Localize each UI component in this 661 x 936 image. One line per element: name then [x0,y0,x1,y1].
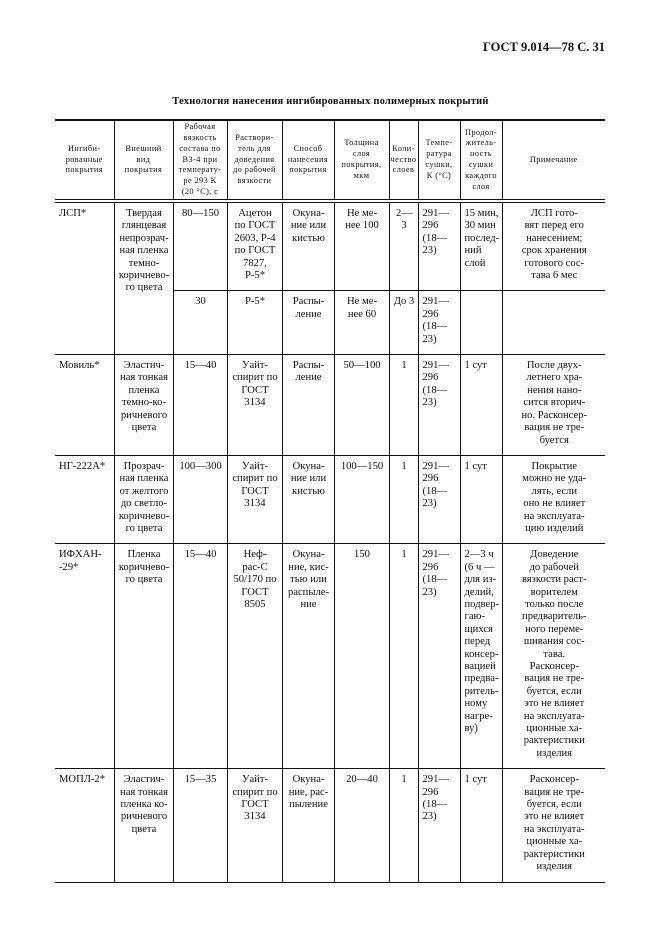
col-header: Способ нанесения покрытия [282,120,334,201]
cell-viscosity: 100—300 [173,455,227,543]
cell-solvent: Неф- рас-С 50/170 по ГОСТ 8505 [227,544,282,769]
cell-method: Окуна- ние, кис- тью или распыле- ние [282,544,334,769]
cell-thickness: 20—40 [334,769,389,882]
cell-temp: 291—296 (18—23) [418,291,460,355]
cell-temp: 291—296 (18—23) [418,769,460,882]
cell-viscosity: 15—40 [173,355,227,456]
cell-duration [460,291,502,355]
table-row [55,544,605,769]
cell-layers: До 3 [389,291,418,355]
col-header: Продол- житель- ность сушки каждого слоя [460,120,502,201]
cell-solvent: Уайт- спирит по ГОСТ 3134 [227,355,282,456]
cell-solvent: Уайт- спирит по ГОСТ 3134 [227,455,282,543]
cell-method: Распы- ление [282,291,334,355]
cell-viscosity: 80—150 [173,201,227,291]
cell-solvent: Р-5* [227,291,282,355]
cell-name: НГ-222А* [59,460,106,472]
table-header-row [55,120,605,201]
cell-layers: 1 [389,355,418,456]
col-header: Раствори- тель для доведения до рабочей вязкости [227,120,282,201]
cell-thickness: 50—100 [334,355,389,456]
cell-thickness: 150 [334,544,389,769]
cell-thickness: Не ме- нее 100 [334,201,389,291]
col-header: Темпе- ратура сушки, К (°С) [418,120,460,201]
cell-duration: 15 мин, 30 мин послед- ний слой [460,201,502,291]
col-header: Коли- чество слоев [389,120,418,201]
cell-duration: 1 сут [460,769,502,882]
cell-note: Расконсер- вация не тре- буется, если это не влияет на эксплуата- ционные ха- рактеристики изделия [502,769,605,882]
cell-temp: 291—296 (18—23) [418,455,460,543]
cell-solvent: Уайт- спирит по ГОСТ 3134 [227,769,282,882]
table-row [55,769,605,882]
table-row [55,355,605,456]
cell-thickness: Не ме- нее 60 [334,291,389,355]
cell-note [502,291,605,355]
cell-name: ИФХАН- -29* [59,549,102,573]
cell-duration: 1 сут [460,455,502,543]
cell-layers: 2—3 [389,201,418,291]
cell-look: Эластич- ная тонкая пленка темно-ко- ричневого цвета [114,355,173,456]
cell-temp: 291—296 (18—23) [418,544,460,769]
cell-look: Прозрач- ная пленка от желтого до светло- коричнево- го цвета [114,455,173,543]
cell-note: После двух- летнего хра- нения нано- сится вторич- но. Расконсер- вация не тре- буется [502,355,605,456]
cell-note: Доведение до рабочей вязкости раст- ворителем только после предваритель- ного переме- шивания сос- тава. Расконсер- вация не тре- буется, если это не влияет на эксплуата- ционные ха- рактеристики изделия [502,544,605,769]
cell-temp: 291—296 (18—23) [418,355,460,456]
col-header: Рабочая вязкость состава по ВЗ-4 при температу- ре 293 К (20 °С), с [173,120,227,201]
cell-name: МОПЛ-2* [59,774,106,786]
cell-temp: 291—296 (18—23) [418,201,460,291]
cell-name: Мовиль* [59,360,100,372]
cell-method: Окуна- ние, рас- пыление [282,769,334,882]
cell-layers: 1 [389,769,418,882]
cell-layers: 1 [389,455,418,543]
cell-note: Покрытие можно не уда- лять, если оно не влияет на эксплуата- цию изделий [502,455,605,543]
cell-method: Окуна- ние или кистью [282,201,334,291]
cell-thickness: 100—150 [334,455,389,543]
cell-viscosity: 30 [173,291,227,355]
cell-method: Распы- ление [282,355,334,456]
coatings-table [55,119,605,883]
table-title: Технология нанесения ингибированных полимерных покрытий [172,96,489,107]
table-row [55,455,605,543]
table-row [55,201,605,291]
cell-solvent: Ацетон по ГОСТ 2603, Р-4 по ГОСТ 7827, Р-5* [227,201,282,291]
cell-duration: 2—3 ч (6 ч — для из- делий, подвер- гаю- щихся перед консер- вацией предва- ритель- ному нагре- ву) [460,544,502,769]
col-header: Внешний вид покрытия [114,120,173,201]
cell-viscosity: 15—40 [173,544,227,769]
col-header: Толщина слоя покрытия, мкм [334,120,389,201]
col-header: Примечание [502,120,605,201]
page-header: ГОСТ 9.014—78 С. 31 [482,40,605,54]
cell-duration: 1 сут [460,355,502,456]
cell-look: Пленка коричнево- го цвета [114,544,173,769]
cell-look: Эластич- ная тонкая пленка ко- ричневого цвета [114,769,173,882]
cell-viscosity: 15—35 [173,769,227,882]
cell-look: Твердая глянцевая непрозрач- ная пленка темно- коричнево- го цвета [114,201,173,355]
cell-name: ЛСП* [59,208,87,219]
cell-note: ЛСП гото- вят перед его нанесением; срок хранения готового сос- тава 6 мес [502,201,605,291]
cell-method: Окуна- ние или кистью [282,455,334,543]
cell-layers: 1 [389,544,418,769]
col-header: Ингиби- рованные покрытия [65,143,103,175]
